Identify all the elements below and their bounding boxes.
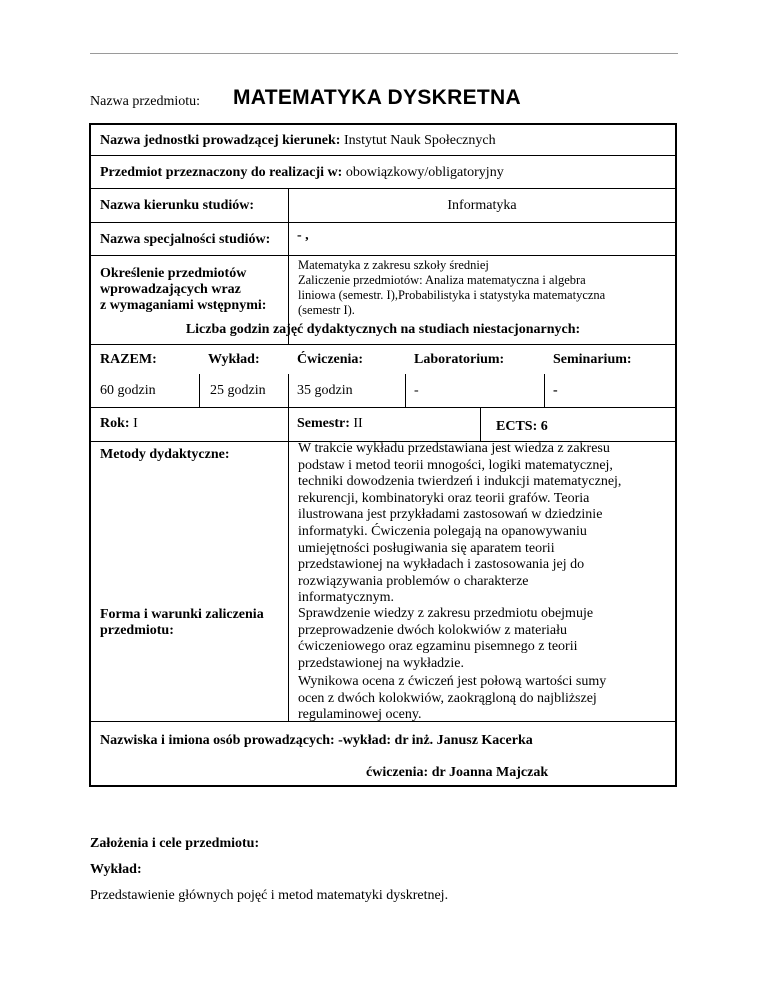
prerequisites-label-line: z wymaganiami wstępnymi: [100, 298, 267, 313]
assessment-label-line: przedmiotu: [100, 623, 174, 638]
year-cell [100, 416, 138, 432]
intended-value: obowiązkowy/obligatoryjny [342, 165, 504, 180]
methods-text-line: techniki dowodzenia twierdzeń i indukcji matematycznej, [298, 474, 622, 490]
course-table [89, 123, 677, 787]
assessment-text-line: Wynikowa ocena z ćwiczeń jest połową wartości sumy [298, 674, 607, 689]
methods-text-line: informatycznym. [298, 590, 395, 606]
year-label: Rok: [100, 416, 130, 431]
column-divider [199, 374, 200, 407]
lecture-label: Wykład: [90, 862, 142, 877]
prerequisites-text-line: (semestr I). [298, 303, 355, 317]
field-value: Informatyka [447, 198, 517, 213]
methods-text-line: przedstawionej na wykładach i zastosowania jej do [298, 557, 585, 573]
specialization-label: Nazwa specjalności studiów: [100, 232, 271, 247]
hours-header-seminar: Seminarium: [553, 352, 632, 367]
subject-label: Nazwa przedmiotu: [90, 94, 201, 109]
semester-value: II [349, 416, 363, 431]
hours-value-total: 60 godzin [100, 383, 156, 398]
prerequisites-label-line: wprowadzających wraz [100, 282, 241, 297]
methods-text-line: ilustrowana jest przykładami zastosowań w dziedzinie [298, 507, 603, 523]
subject-title: MATEMATYKA DYSKRETNA [233, 86, 521, 109]
prerequisites-text-line: liniowa (semestr. I),Probabilistyka i statystyka matematyczna [298, 288, 606, 302]
row-divider [91, 344, 675, 345]
column-divider [405, 374, 406, 407]
assessment-text-line: regulaminowej oceny. [298, 707, 422, 723]
methods-text-line: rekurencji, kombinatoryki oraz teorii grafów. Teoria [298, 490, 590, 506]
hours-heading: Liczba godzin zajęć dydaktycznych na studiach niestacjonarnych: [185, 322, 581, 337]
row-divider [91, 407, 675, 408]
intended-label: Przedmiot przeznaczony do realizacji w: [100, 165, 343, 180]
hours-header-lecture: Wykład: [208, 352, 260, 367]
methods-text-line: informatyki. Ćwiczenia polegają na opanowywaniu [298, 524, 587, 539]
semester-cell [297, 416, 363, 432]
hours-header-laboratory: Laboratorium: [414, 352, 505, 367]
row-divider [91, 222, 675, 223]
methods-text-line: umiejętności posługiwania się aparatem teorii [298, 540, 555, 556]
column-divider [288, 374, 289, 721]
prerequisites-text-line: Zaliczenie przedmiotów: Analiza matematyczna i algebra [298, 273, 586, 287]
assessment-label-line: Forma i warunki zaliczenia [100, 607, 264, 622]
unit-label: Nazwa jednostki prowadzącej kierunek: [100, 133, 341, 148]
unit-value: Instytut Nauk Społecznych [340, 133, 496, 148]
assessment-text-line: przeprowadzenie dwóch kolokwiów z materiału [298, 622, 568, 638]
goals-heading: Założenia i cele przedmiotu: [90, 836, 260, 851]
instructors-line: ćwiczenia: dr Joanna Majczak [366, 765, 549, 780]
row-divider [91, 155, 675, 156]
hours-value-seminar: - [553, 383, 558, 398]
top-rule [90, 53, 678, 54]
field-label: Nazwa kierunku studiów: [100, 198, 255, 213]
hours-value-laboratory: - [414, 383, 419, 398]
lecture-text: Przedstawienie głównych pojęć i metod matematyki dyskretnej. [90, 888, 449, 903]
semester-label: Semestr: [297, 416, 350, 431]
methods-text-line: rozwiązywania problemów o charakterze [298, 573, 529, 589]
year-value: I [129, 416, 138, 431]
prerequisites-text-line: Matematyka z zakresu szkoły średniej [298, 258, 489, 272]
assessment-text-line: ćwiczeniowego oraz egzaminu pisemnego z teorii [298, 639, 578, 655]
hours-header-total: RAZEM: [100, 352, 157, 367]
column-divider [544, 374, 545, 407]
hours-header-exercises: Ćwiczenia: [297, 352, 364, 367]
row-divider [91, 255, 675, 256]
hours-value-lecture: 25 godzin [210, 383, 266, 398]
intended-row [100, 165, 504, 181]
instructors-line: Nazwiska i imiona osób prowadzących: -wykład: dr inż. Janusz Kacerka [100, 733, 533, 748]
specialization-value: - , [297, 228, 309, 243]
assessment-text-line: Sprawdzenie wiedzy z zakresu przedmiotu obejmuje [298, 606, 594, 621]
methods-text-line: podstaw i metod teorii mnogości, logiki matematycznej, [298, 457, 613, 473]
hours-value-exercises: 35 godzin [297, 383, 353, 398]
ects-value: ECTS: 6 [496, 419, 548, 434]
methods-label: Metody dydaktyczne: [100, 447, 230, 462]
assessment-text-line: przedstawionej na wykładzie. [298, 655, 464, 671]
column-divider [480, 407, 481, 441]
row-divider [91, 188, 675, 189]
assessment-text-line: ocen z dwóch kolokwiów, zaokrągloną do najbliższej [298, 690, 597, 706]
methods-text-line: W trakcie wykładu przedstawiana jest wiedza z zakresu [298, 441, 610, 456]
prerequisites-label-line: Określenie przedmiotów [100, 266, 247, 281]
unit-row [100, 133, 496, 149]
